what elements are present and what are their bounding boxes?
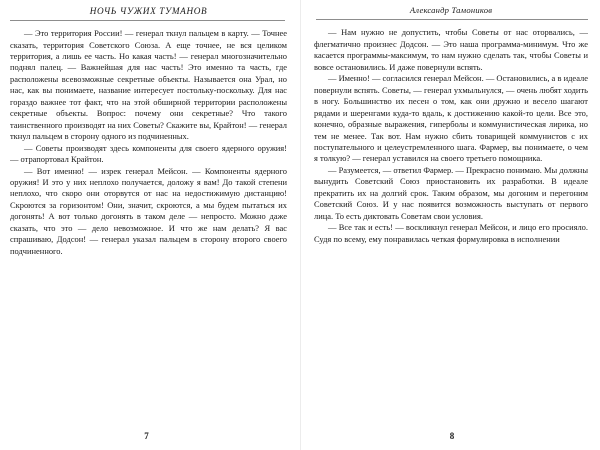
left-running-head: НОЧЬ ЧУЖИХ ТУМАНОВ [89, 6, 208, 16]
left-page-body [10, 28, 287, 432]
left-header-rule [10, 20, 285, 21]
right-page-number: 8 [449, 431, 455, 441]
left-page-number: 7 [144, 431, 149, 441]
paragraph: — Это территория России! — генерал ткнул пальцем в карту. — Точнее сказать, территория Советского Союза. А еще точнее, не вся целиком территория, а лишь ее часть. Но какая часть! — генерал многозначительно поднял палец. — Важнейшая для нас часть! Это именно та часть, где расположены всевозможные секретные объекты. Называется она Урал, но нас, как вы понимаете, название интересует постольку-поскольку. Для нас гораздо важнее тот факт, что на этой обширной территории расположены секретные объекты. Вопрос: почему они секретные? Что такого таинственного производят на них Советы? Скажите вы, Крайтон! — генерал ткнул пальцем в сторону одного из подчиненных. [10, 28, 287, 142]
paragraph: — Нам нужно не допустить, чтобы Советы от нас оторвались, — флегматично произнес Додсон. — Это наша программа-минимум. Что же касается программы-максимум, то нам нужно сделать так, чтобы Советы и вовсе остановились. И даже повернули вспять. [314, 27, 588, 72]
paragraph: — Советы производят здесь компоненты для своего ядерного оружия! — отрапортовал Крайтон. [10, 142, 287, 165]
right-page-body [314, 27, 588, 432]
right-header-rule [316, 19, 588, 20]
paragraph: — Именно! — согласился генерал Мейсон. — Остановились, а в идеале повернули вспять. Советы, — генерал ухмыльнулся, — очень любят ходить в ногу. Большинство их песен о том, как они дружно и весело шагают рядами и шеренгами куда-то вдаль, к достижению какой-то цели. Все это, конечно, образные выражения, гиперболы и коммунистическая лирика, но тем не менее. Так вот. Нам нужно сбить товарищей коммунистов с их поступательного и целеустремленного шага. Фармер, вы понимаете, о чем я толкую? — генерал уставился на своего третьего помощника. [314, 73, 588, 164]
paragraph: — Разумеется, — ответил Фармер. — Прекрасно понимаю. Мы должны вынудить Советский Союз приостановить их разработки. В идеале прекратить их на долгий срок. Таким образом, мы догоним и перегоним Советский Союз. И у нас появится возможность выступать от первого лица. То есть диктовать Советам свои условия. [314, 164, 588, 221]
right-running-head: Александр Тамоников [409, 5, 493, 15]
paragraph: — Вот именно! — изрек генерал Мейсон. — Компоненты ядерного оружия! И это у них неплохо получается, доложу я вам! До такой степени неплохо, что скоро они оторвутся от нас на недостижимую дистанцию! Скроются за горизонтом! Они, значит, скроются, а мы будем пытаться их догонять! А вот только догонять в таком деле — непросто. Можно даже сказать, что это — дело невозможное. И что же нам делать? Я вас спрашиваю, Додсон! — генерал указал пальцем в сторону второго своего подчиненного. [10, 165, 287, 256]
paragraph: — Все так и есть! — воскликнул генерал Мейсон, и лицо его просияло. Судя по всему, ему понравилась четкая формулировка в исполнении [314, 222, 588, 244]
right-page [300, 0, 600, 450]
